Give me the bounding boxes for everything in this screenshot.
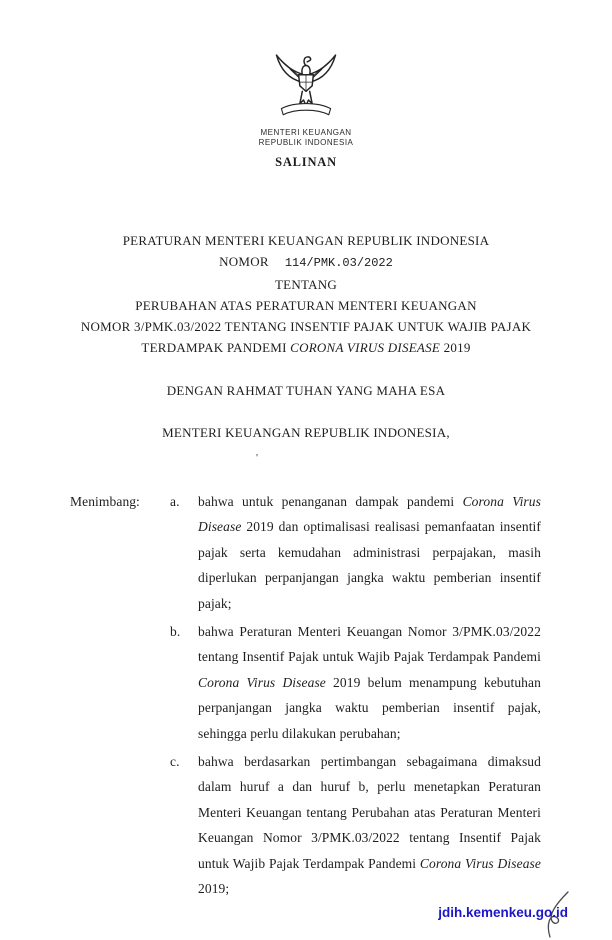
item-b-seg1: Corona Virus Disease [198,674,326,690]
item-b-seg0: bahwa Peraturan Menteri Keuangan Nomor 3/PMK.03/2022 tentang Insentif Pajak untuk Wajib Pajak Terdampak Pandemi [198,624,541,665]
item-b-seg2: 2019 belum menampung kebutuhan perpanjangan jangka waktu pemberian insentif pajak, sehingga perlu dilakukan perubahan; [198,674,541,741]
item-c-seg1: Corona Virus Disease [419,855,541,871]
ministry-name-line2: REPUBLIK INDONESIA [258,138,354,147]
subject-line-3-post: 2019 [440,340,471,355]
item-a-letter: a. [170,494,180,509]
letterhead [0,0,612,170]
item-b-text [198,619,541,746]
menimbang-section [0,489,612,902]
item-a-seg1: Corona Virus Disease [198,494,541,535]
regulation-number-line [40,251,572,274]
title-block [0,230,612,358]
item-b-letter: b. [170,624,181,640]
garuda-pancasila-emblem [269,44,343,124]
item-c-seg0: bahwa berdasarkan pertimbangan sebagaimana dimaksud dalam huruf a dan huruf b, perlu menetapkan Peraturan Menteri Keuangan tentang Perubahan atas Peraturan Menteri Keuangan Nomor 3/PMK.03/2022 tentang Insentif Pajak untuk Wajib Pajak Terdampak Pandemi [198,754,541,871]
item-c-text [198,749,541,901]
item-c-letter: c. [170,754,180,770]
subject-line-3 [40,337,572,358]
item-a-seg0: bahwa untuk penanganan dampak pandemi [198,494,463,509]
subject-line-1: PERUBAHAN ATAS PERATURAN MENTERI KEUANGAN [135,298,477,313]
tentang-label: TENTANG [274,277,338,292]
subject-line-3-italic: CORONA VIRUS DISEASE [290,340,441,355]
menimbang-item-c [70,749,541,901]
copy-stamp: SALINAN [275,155,337,169]
menimbang-item-b [70,619,541,746]
menimbang-label: Menimbang [70,494,137,509]
item-a-seg2: 2019 dan optimalisasi realisasi pemanfaatan insentif pajak serta kemudahan administrasi perpajakan, masih diperlukan perpanjangan jangka waktu pemberian insentif pajak; [198,519,541,611]
nomor-value: 114/PMK.03/2022 [284,256,393,270]
minister-line: MENTERI KEUANGAN REPUBLIK INDONESIA, [162,425,450,440]
nomor-label: NOMOR [219,254,269,269]
subject-line-2: NOMOR 3/PMK.03/2022 TENTANG INSENTIF PAJAK UNTUK WAJIB PAJAK [80,319,532,334]
menimbang-colon: : [136,494,140,509]
regulation-title: PERATURAN MENTERI KEUANGAN REPUBLIK INDONESIA [122,233,490,248]
subject-line-3-pre: TERDAMPAK PANDEMI [141,340,291,355]
rahmat-line: DENGAN RAHMAT TUHAN YANG MAHA ESA [166,383,446,398]
jdih-link[interactable]: jdih.kemenkeu.go.id [438,905,568,920]
scan-artifact-mark: ' [256,452,258,464]
menimbang-item-a [70,489,541,616]
ministry-name-line1: MENTERI KEUANGAN [260,128,352,137]
item-a-text [198,489,541,616]
item-c-seg2: 2019; [198,881,230,897]
